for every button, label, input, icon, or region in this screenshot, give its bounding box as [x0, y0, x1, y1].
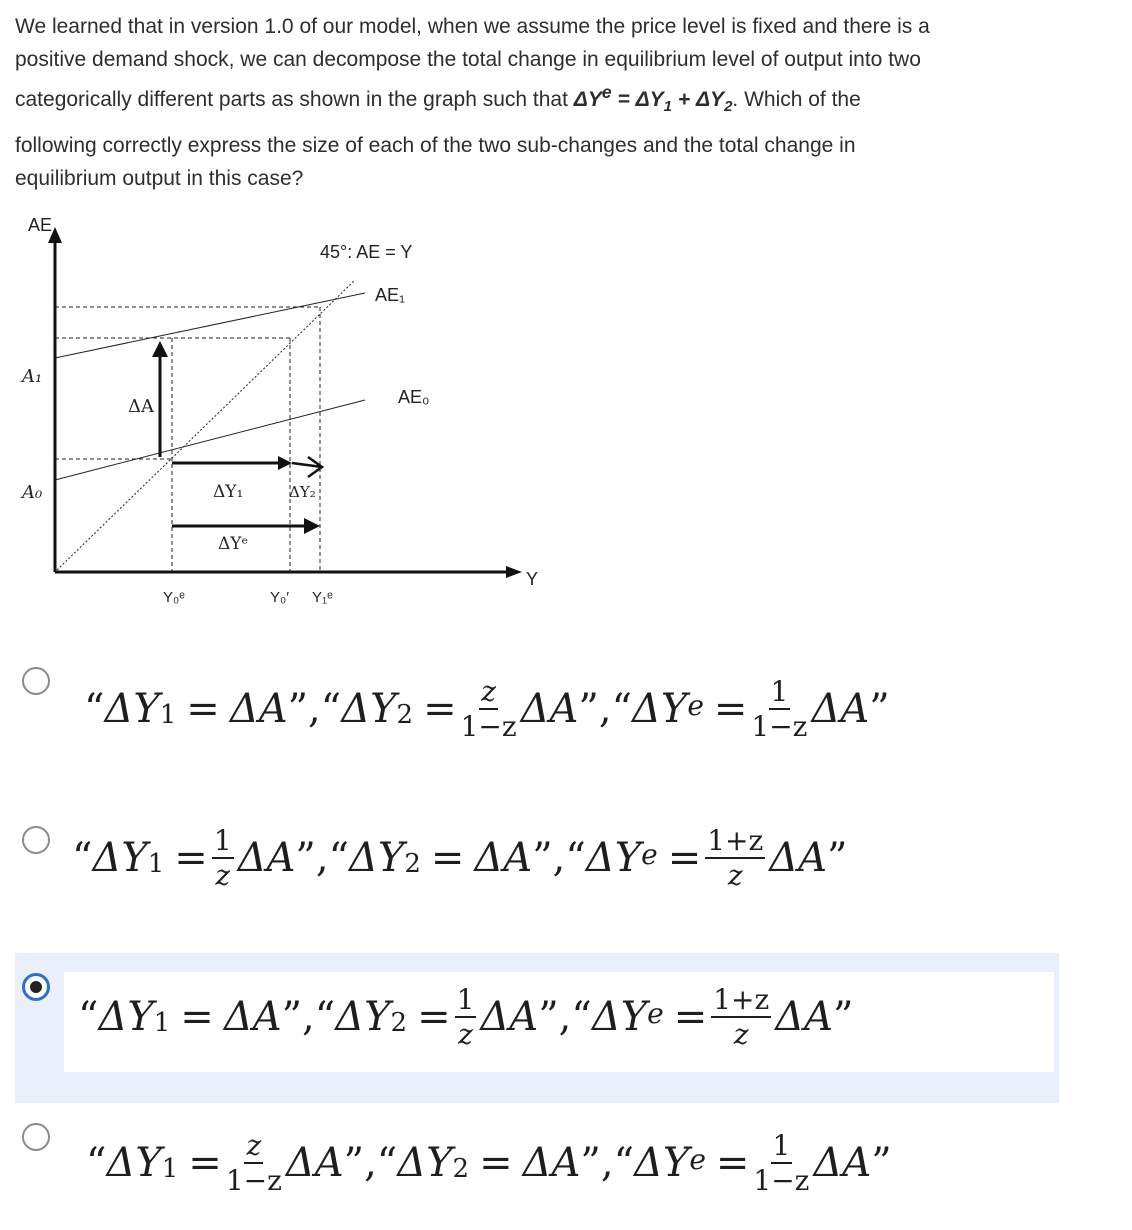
- option-d-radio[interactable]: [22, 1123, 50, 1151]
- sub-1: 1: [159, 700, 177, 730]
- quote: “: [565, 835, 586, 881]
- sub-1: 1: [147, 849, 165, 879]
- fraction-denominator: z: [215, 859, 231, 892]
- delta-y1-label: ΔY₁: [213, 482, 244, 502]
- quote: ”: [295, 835, 316, 881]
- option-a-radio[interactable]: [22, 667, 50, 695]
- quote: “: [314, 994, 336, 1040]
- fraction-numerator: 1: [212, 826, 234, 859]
- dy1-symbol: ΔY: [104, 686, 160, 732]
- dy2-symbol: ΔY: [349, 835, 405, 881]
- sup-e: e: [689, 1142, 706, 1176]
- option-c-formula[interactable]: [78, 982, 853, 1052]
- quote: “: [611, 686, 633, 732]
- delta-y2-arrow: [292, 457, 322, 477]
- dye-symbol: ΔY: [585, 835, 642, 881]
- option-a-dye-fraction: [751, 674, 808, 743]
- eq-dy1: ΔY: [635, 88, 664, 111]
- fraction-numerator: 1: [455, 985, 477, 1018]
- delta-a: ΔA: [811, 686, 870, 732]
- option-b-dye-fraction: [705, 823, 765, 892]
- equals: =: [713, 686, 748, 732]
- y1e-label: Y₁ᵉ: [312, 589, 333, 605]
- quote: ”: [281, 994, 303, 1040]
- question-line-5: equilibrium output in this case?: [15, 167, 304, 191]
- sub-2: 2: [404, 849, 421, 879]
- y0e-label: Y₀ᵉ: [163, 589, 185, 605]
- quote: ”: [578, 686, 599, 732]
- option-d-dy2-value: ΔA: [522, 1140, 581, 1186]
- ae0-label: AE₀: [398, 387, 430, 407]
- x-axis-label: Y: [526, 569, 539, 589]
- delta-a: ΔA: [237, 835, 296, 881]
- quote: ”: [580, 1140, 601, 1186]
- delta-ye-arrowhead: [304, 518, 320, 534]
- a0-label: A₀: [22, 482, 43, 503]
- fraction-denominator: z: [727, 859, 743, 892]
- option-a-dy2-fraction: [460, 674, 517, 743]
- sup-e: e: [687, 688, 704, 722]
- question-line-4: following correctly express the size of each of the two sub-changes and the total change in: [15, 134, 856, 158]
- quote: “: [571, 994, 592, 1040]
- option-c-dye-fraction: [711, 982, 771, 1051]
- equals: =: [667, 835, 702, 881]
- fraction-denominator: 1−z: [225, 1164, 282, 1197]
- quote: ”: [343, 1140, 365, 1186]
- fraction-numerator: 1: [771, 1131, 793, 1164]
- delta-a: ΔA: [775, 994, 834, 1040]
- fraction-numerator: z: [244, 1131, 263, 1164]
- fraction-numerator: 1+z: [711, 985, 771, 1018]
- ae1-label: AE₁: [375, 285, 406, 305]
- separator: ,: [600, 1140, 614, 1186]
- sub-1: 1: [161, 1154, 179, 1184]
- delta-a: ΔA: [769, 835, 828, 881]
- option-c-dy2-fraction: [455, 982, 477, 1051]
- dye-symbol: ΔY: [634, 1140, 690, 1186]
- equals: =: [174, 835, 208, 881]
- option-b-formula[interactable]: [72, 823, 847, 893]
- dy1-symbol: ΔY: [92, 835, 148, 881]
- quote: ”: [287, 686, 309, 732]
- quote: “: [72, 835, 93, 881]
- quote: ”: [532, 835, 553, 881]
- dy2-symbol: ΔY: [341, 686, 397, 732]
- question-line-3-pre: categorically different parts as shown in the graph such that: [15, 88, 568, 111]
- separator: ,: [558, 994, 572, 1040]
- eq-dy2-sub: 2: [724, 98, 733, 116]
- quote: “: [320, 686, 342, 732]
- option-d-dye-fraction: [753, 1128, 810, 1197]
- separator: ,: [308, 686, 321, 732]
- equals: =: [479, 1140, 513, 1186]
- option-c-radio[interactable]: [22, 973, 50, 1001]
- fraction-numerator: 1: [769, 677, 791, 710]
- equals: =: [430, 835, 465, 881]
- quote: ”: [869, 686, 890, 732]
- quote: “: [84, 686, 105, 732]
- ae1-line: [55, 293, 365, 358]
- delta-a: ΔA: [813, 1140, 872, 1186]
- question-line-3-post: . Which of the: [732, 88, 861, 111]
- dy2-symbol: ΔY: [335, 994, 391, 1040]
- question-text: [15, 10, 1115, 195]
- dy1-symbol: ΔY: [98, 994, 154, 1040]
- question-line-3: [15, 76, 1115, 123]
- option-a-formula[interactable]: [84, 674, 890, 744]
- delta-a: ΔA: [285, 1140, 344, 1186]
- option-c-dy1-value: ΔA: [223, 994, 282, 1040]
- eq-dye-sup: e: [601, 82, 612, 102]
- eq-dye: ΔY: [573, 88, 602, 111]
- option-b-dy2-value: ΔA: [474, 835, 533, 881]
- delta-ye-label: ΔYᵉ: [218, 534, 249, 554]
- separator: ,: [302, 994, 315, 1040]
- fraction-denominator: 1−z: [753, 1164, 810, 1197]
- fraction-denominator: z: [458, 1018, 473, 1051]
- separator: ,: [552, 835, 566, 881]
- eq-equals: =: [611, 88, 636, 111]
- separator: ,: [598, 686, 612, 732]
- delta-a: ΔA: [480, 994, 539, 1040]
- line-45-label: 45°: AE = Y: [320, 242, 413, 262]
- y-axis-label: AE: [28, 215, 53, 235]
- quote: “: [78, 994, 99, 1040]
- quote: ”: [871, 1140, 892, 1186]
- fraction-denominator: 1−z: [751, 710, 808, 743]
- equals: =: [673, 994, 708, 1040]
- fraction-numerator: 1+z: [705, 826, 765, 859]
- quote: “: [376, 1140, 398, 1186]
- keynesian-cross-graph: [0, 205, 560, 605]
- equals: =: [186, 686, 220, 732]
- equals: =: [180, 994, 214, 1040]
- quote: “: [328, 835, 350, 881]
- question-line-1: We learned that in version 1.0 of our model, when we assume the price level is fixed and there is a: [15, 15, 930, 38]
- identity-equation: [573, 82, 733, 116]
- separator: ,: [315, 835, 329, 881]
- sub-2: 2: [396, 700, 414, 730]
- sub-1: 1: [153, 1008, 171, 1038]
- fraction-numerator: z: [479, 677, 498, 710]
- sub-2: 2: [452, 1154, 470, 1184]
- question-line-2: positive demand shock, we can decompose the total change in equilibrium level of output into two: [15, 48, 921, 71]
- delta-a-label: ΔA: [128, 396, 154, 417]
- quote: ”: [827, 835, 848, 881]
- fraction-denominator: z: [733, 1018, 749, 1051]
- separator: ,: [364, 1140, 377, 1186]
- sub-2: 2: [390, 1008, 408, 1038]
- delta-a-arrowhead: [152, 341, 168, 357]
- a1-label: A₁: [22, 366, 43, 387]
- option-b-dy1-fraction: [212, 823, 234, 892]
- equals: =: [188, 1140, 222, 1186]
- eq-dy1-sub: 1: [663, 98, 673, 116]
- option-b-radio[interactable]: [22, 826, 50, 854]
- quote: “: [86, 1140, 107, 1186]
- quote: ”: [538, 994, 559, 1040]
- dye-symbol: ΔY: [591, 994, 648, 1040]
- delta-a: ΔA: [520, 686, 579, 732]
- sup-e: e: [641, 837, 658, 871]
- quote: ”: [833, 994, 854, 1040]
- dye-symbol: ΔY: [632, 686, 688, 732]
- x-axis-arrowhead: [506, 566, 522, 578]
- delta-y2-label: ΔY₂: [289, 483, 316, 501]
- y0p-label: Y₀′: [270, 589, 290, 605]
- option-d-formula[interactable]: [86, 1128, 892, 1198]
- sup-e: e: [647, 996, 664, 1030]
- option-a-dy1-value: ΔA: [229, 686, 288, 732]
- quote: “: [613, 1140, 635, 1186]
- eq-dy2: ΔY: [695, 88, 725, 111]
- fraction-denominator: 1−z: [460, 710, 517, 743]
- eq-plus: +: [672, 88, 696, 111]
- dy1-symbol: ΔY: [106, 1140, 162, 1186]
- equals: =: [417, 994, 451, 1040]
- dy2-symbol: ΔY: [397, 1140, 453, 1186]
- equals: =: [715, 1140, 750, 1186]
- equals: =: [423, 686, 457, 732]
- option-d-dy1-fraction: [225, 1128, 282, 1197]
